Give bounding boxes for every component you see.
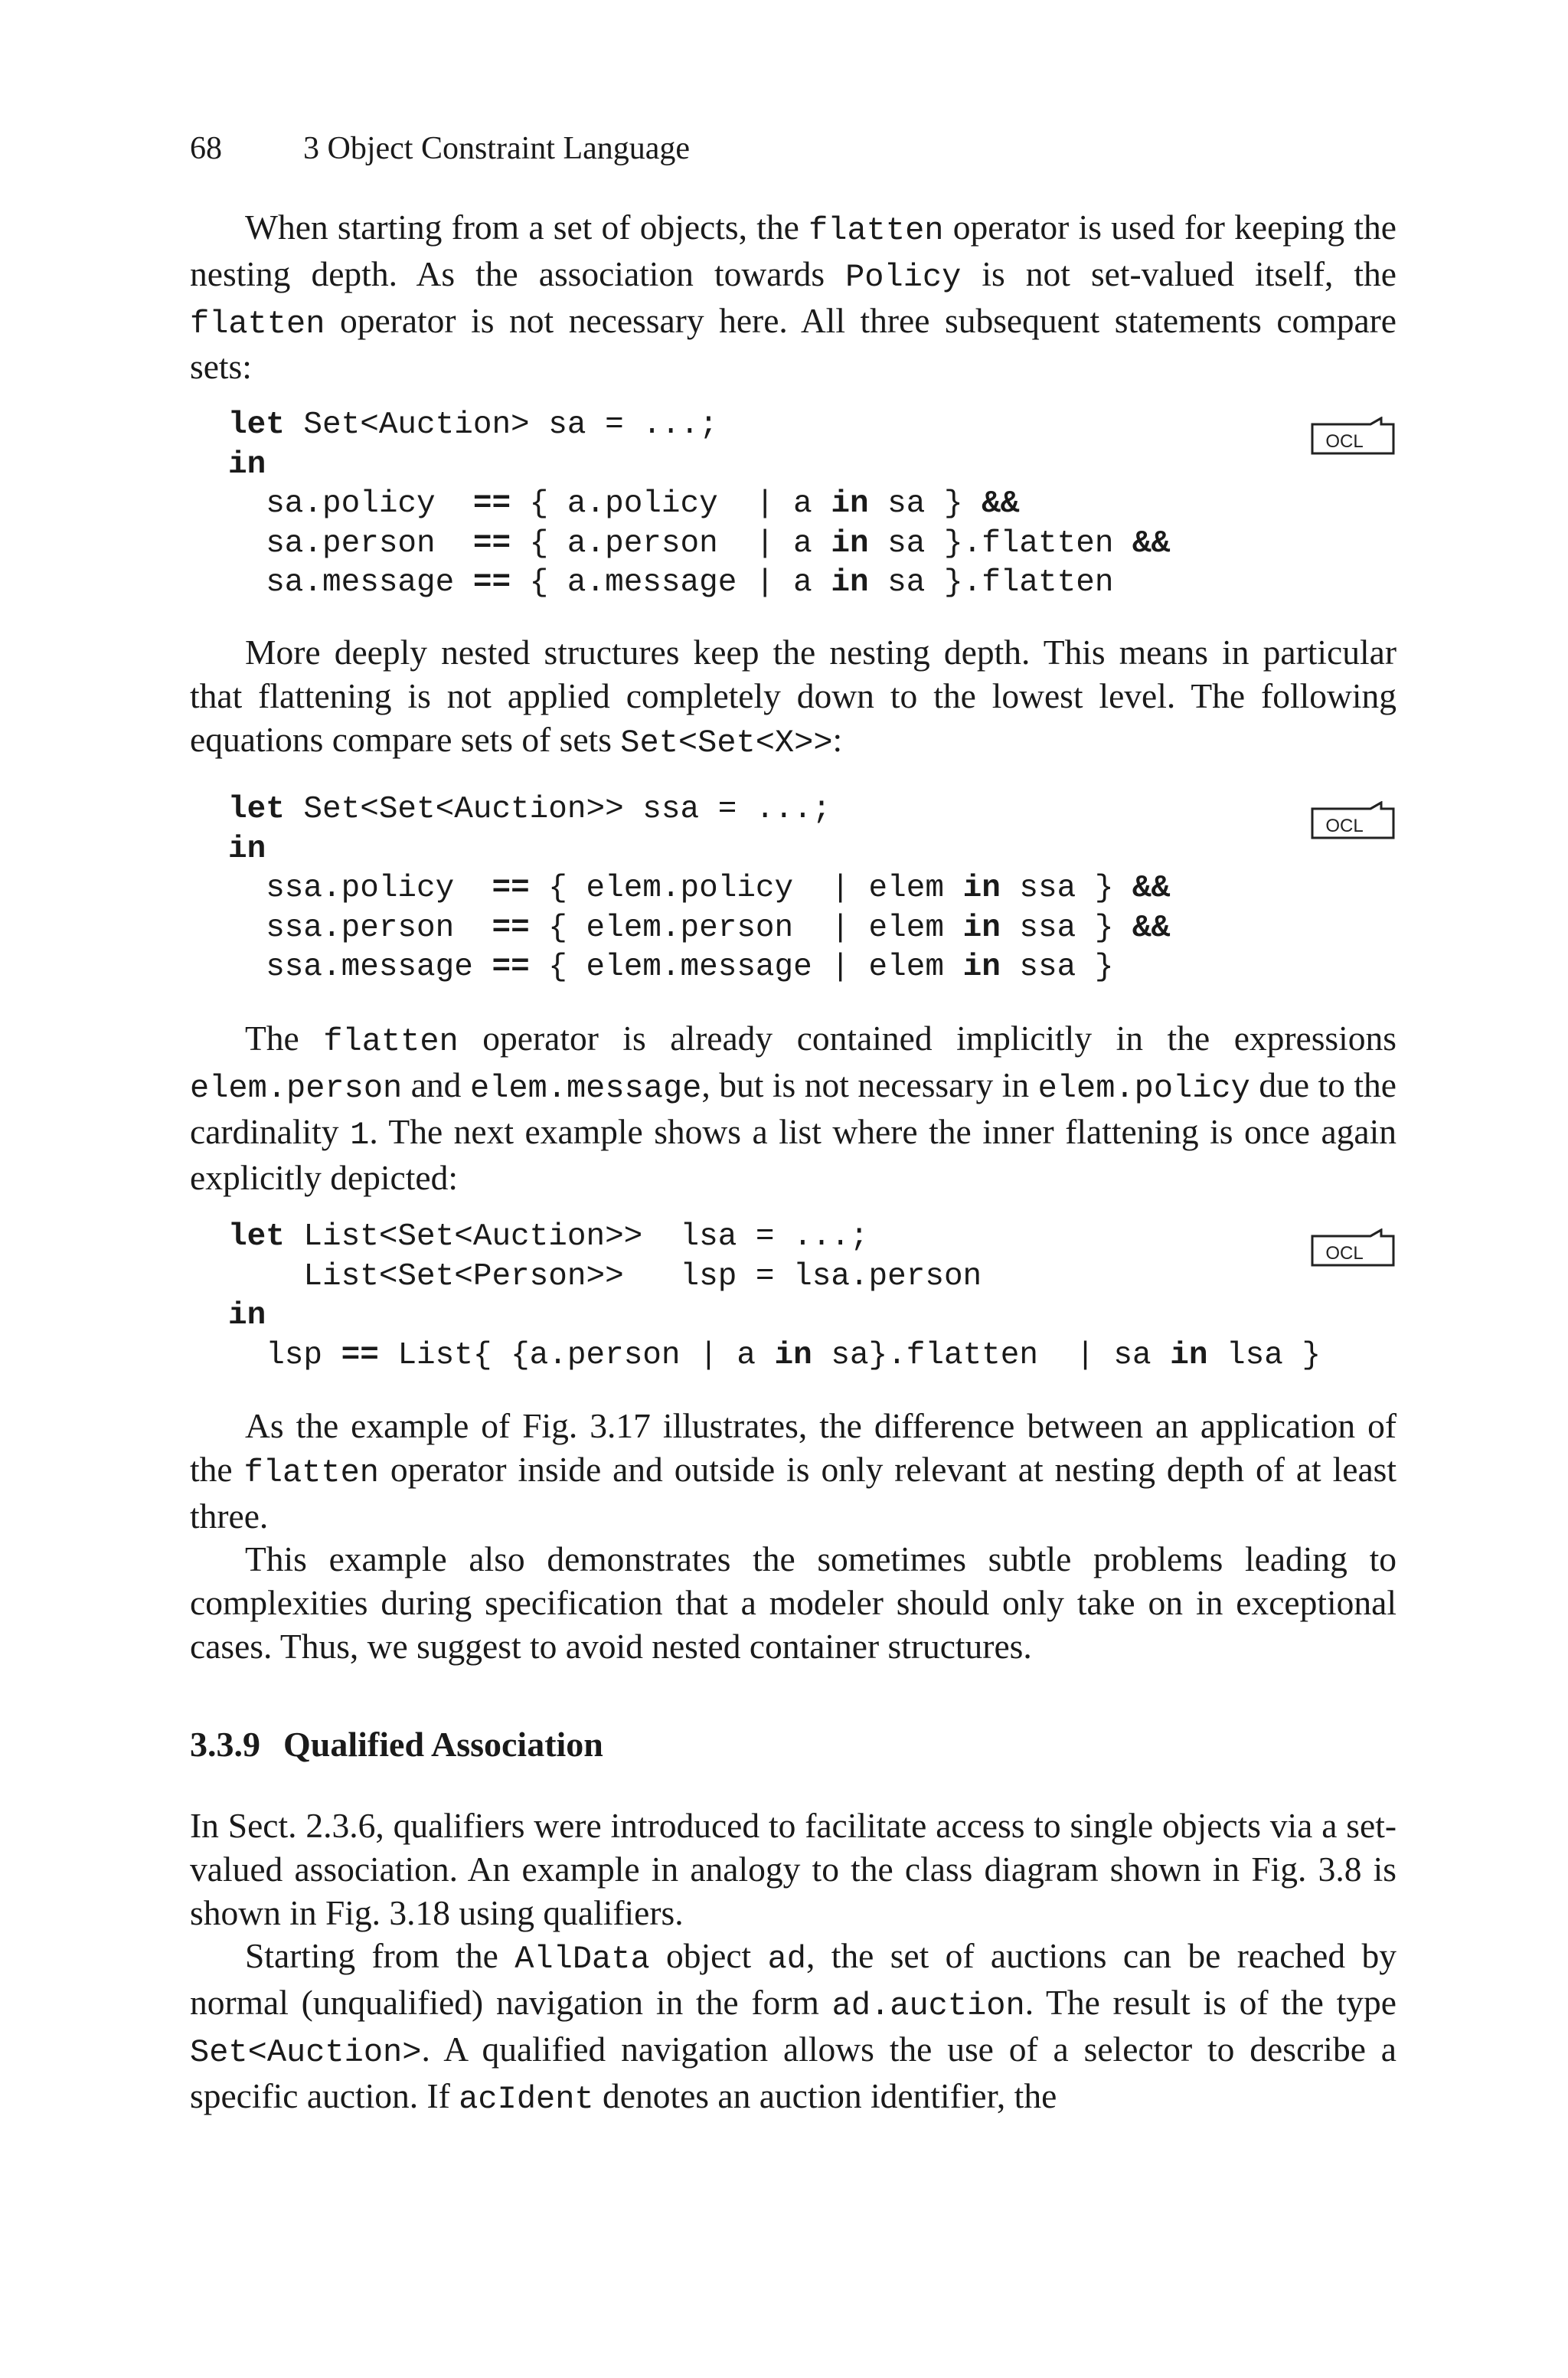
code-keyword: in xyxy=(228,1298,266,1333)
code-text: List<Set<Person>> lsp = lsa.person xyxy=(228,1258,982,1294)
code-keyword: in xyxy=(831,525,869,561)
paragraph-flatten-implicit xyxy=(190,1017,1396,1200)
code-text: { elem.message | elem xyxy=(529,950,963,985)
code-text: sa.person xyxy=(228,525,473,561)
text: , the set of auctions can be reached by normal (unqualified) navigation in the form xyxy=(190,1936,1396,2023)
code-text: List{ {a.person | a xyxy=(378,1337,775,1373)
code-text: ssa.message xyxy=(228,950,492,985)
section-heading xyxy=(190,1723,603,1766)
code-line xyxy=(228,1258,1400,1297)
ocl-badge-icon xyxy=(1311,1228,1396,1267)
code-text: ssa } xyxy=(1000,910,1133,946)
code-line xyxy=(228,525,1400,564)
code-keyword: in xyxy=(774,1337,812,1373)
ocl-badge-label: OCL xyxy=(1325,1243,1364,1264)
ocl-badge-icon xyxy=(1311,417,1396,455)
text: . The result is of the type xyxy=(1024,1983,1396,2023)
code-text: sa }.flatten xyxy=(868,525,1133,561)
code-block-2 xyxy=(228,790,1400,988)
code-line xyxy=(228,564,1400,603)
code-text: { a.person | a xyxy=(511,525,831,561)
code-keyword: == xyxy=(341,1337,379,1373)
code-keyword: && xyxy=(1132,910,1171,946)
text: More deeply nested structures keep the nesting depth. This means in particular that flattening is not applied completely down to the lowest level. The following equations compare sets of sets xyxy=(190,633,1396,759)
inline-code: ad.auction xyxy=(831,1987,1025,2025)
running-header xyxy=(190,127,690,170)
code-block-3 xyxy=(228,1218,1400,1375)
inline-code: flatten xyxy=(190,305,325,342)
inline-code: 1 xyxy=(350,1116,370,1153)
code-text: ssa } xyxy=(1000,950,1114,985)
text: As the example of Fig. 3.17 illustrates, the difference between an application of the xyxy=(190,1406,1396,1489)
inline-code: elem.policy xyxy=(1037,1069,1250,1107)
text: When starting from a set of objects, the xyxy=(245,208,809,247)
code-keyword: == xyxy=(492,871,530,906)
chapter-title: 3 Object Constraint Language xyxy=(303,131,691,166)
code-text: sa }.flatten xyxy=(868,565,1114,600)
text: is not set-valued itself, the xyxy=(961,254,1397,293)
section-number: 3.3.9 xyxy=(190,1725,260,1764)
code-keyword: let xyxy=(228,792,285,827)
text: In Sect. 2.3.6, qualifiers were introduced to facilitate access to single objects via a set-valued association. An example in analogy to the class diagram shown in Fig. 3.8 is shown in Fig. 3.18 using qualifiers. xyxy=(190,1806,1396,1932)
code-keyword: == xyxy=(492,910,530,946)
text: and xyxy=(402,1065,470,1104)
text: . The next example shows a list where the inner flattening is once again explicitly depicted: xyxy=(190,1111,1396,1198)
code-keyword: == xyxy=(472,565,511,600)
inline-code: flatten xyxy=(323,1023,459,1060)
ocl-badge-label: OCL xyxy=(1325,431,1364,452)
code-text: { a.message | a xyxy=(511,565,831,600)
paragraph-fig-317 xyxy=(190,1405,1396,1669)
code-text: lsp xyxy=(228,1337,341,1373)
code-block-1 xyxy=(228,406,1400,603)
code-line xyxy=(228,830,1400,870)
inline-code: elem.person xyxy=(190,1069,403,1107)
inline-code: flatten xyxy=(243,1454,379,1491)
inline-code: Set<Auction> xyxy=(190,2033,422,2071)
code-keyword: && xyxy=(1132,871,1171,906)
code-keyword: let xyxy=(228,407,285,443)
inline-code: flatten xyxy=(808,212,944,249)
code-keyword: in xyxy=(228,831,266,867)
paragraph-nested-structures xyxy=(190,631,1396,764)
code-line xyxy=(228,446,1400,486)
code-text: Set<Set<Auction>> ssa = ...; xyxy=(284,792,831,827)
ocl-badge-icon xyxy=(1311,801,1396,839)
code-line xyxy=(228,1297,1400,1336)
code-text: sa}.flatten | sa xyxy=(812,1337,1171,1373)
text: operator is used for keeping the nesting depth. As the association towards xyxy=(190,208,1396,293)
code-line xyxy=(228,1218,1400,1258)
code-line xyxy=(228,485,1400,525)
code-text: sa } xyxy=(868,486,982,522)
code-text: ssa.person xyxy=(228,910,492,946)
code-keyword: in xyxy=(962,910,1001,946)
code-line xyxy=(228,948,1400,988)
code-keyword: == xyxy=(492,950,530,985)
inline-code: Set<Set<X>> xyxy=(620,724,833,761)
code-keyword: == xyxy=(472,525,511,561)
text: operator is already contained implicitly in the expressions xyxy=(458,1019,1396,1058)
text: , but is not necessary in xyxy=(701,1065,1038,1104)
code-text: { elem.policy | elem xyxy=(529,871,963,906)
code-keyword: in xyxy=(962,950,1001,985)
code-line xyxy=(228,790,1400,830)
code-text: Set<Auction> sa = ...; xyxy=(284,407,718,443)
paragraph-avoid-nesting: This example also demonstrates the sometimes subtle problems leading to complexities during specification that a modeler should only take on in exceptional cases. Thus, we suggest to avoid nested container structures. xyxy=(190,1539,1396,1666)
text: Starting from the xyxy=(245,1936,515,1976)
inline-code: acIdent xyxy=(459,2080,594,2118)
paragraph-qualifiers xyxy=(190,1804,1396,2121)
code-line xyxy=(228,1336,1400,1376)
inline-code: Policy xyxy=(845,258,962,296)
code-keyword: in xyxy=(962,871,1001,906)
code-keyword: && xyxy=(1132,525,1171,561)
code-keyword: in xyxy=(831,565,869,600)
code-keyword: in xyxy=(228,446,266,482)
text: operator inside and outside is only relevant at nesting depth of at least three. xyxy=(190,1449,1396,1536)
code-keyword: && xyxy=(982,486,1020,522)
text: . A qualified navigation allows the use of a selector to describe a specific auction. If xyxy=(190,2029,1396,2115)
text: object xyxy=(649,1936,768,1976)
text: operator is not necessary here. All three subsequent statements compare sets: xyxy=(190,300,1396,387)
code-line xyxy=(228,869,1400,909)
inline-code: ad xyxy=(767,1941,806,1978)
code-line xyxy=(228,406,1400,446)
code-keyword: in xyxy=(1170,1337,1208,1373)
section-title: Qualified Association xyxy=(283,1725,603,1764)
text: The xyxy=(245,1019,324,1058)
code-text: List<Set<Auction>> lsa = ...; xyxy=(284,1219,869,1254)
code-keyword: == xyxy=(472,486,511,522)
code-line xyxy=(228,909,1400,949)
code-keyword: in xyxy=(831,486,869,522)
code-text: sa.message xyxy=(228,565,473,600)
paragraph-alldata xyxy=(190,1935,1396,2121)
code-text: { elem.person | elem xyxy=(529,910,963,946)
page-number: 68 xyxy=(190,131,222,166)
inline-code: elem.message xyxy=(469,1069,702,1107)
paragraph-flatten-intro xyxy=(190,206,1396,389)
code-text: lsa } xyxy=(1207,1337,1321,1373)
code-keyword: let xyxy=(228,1219,285,1254)
code-text: ssa.policy xyxy=(228,871,492,906)
code-text: ssa } xyxy=(1000,871,1133,906)
text: : xyxy=(832,719,843,759)
text: due to the cardinality xyxy=(190,1065,1396,1151)
code-text: { a.policy | a xyxy=(511,486,831,522)
ocl-badge-label: OCL xyxy=(1325,816,1364,836)
text: denotes an auction identifier, the xyxy=(593,2075,1057,2115)
code-text: sa.policy xyxy=(228,486,473,522)
inline-code: AllData xyxy=(514,1941,650,1978)
